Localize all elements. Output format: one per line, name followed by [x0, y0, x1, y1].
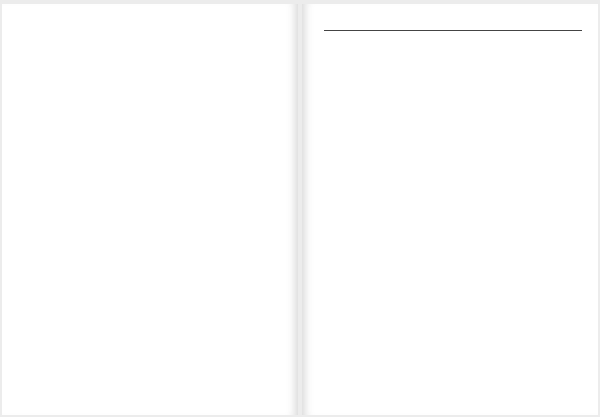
heading-divider	[324, 30, 582, 31]
left-page	[2, 4, 298, 415]
right-page	[302, 4, 598, 415]
